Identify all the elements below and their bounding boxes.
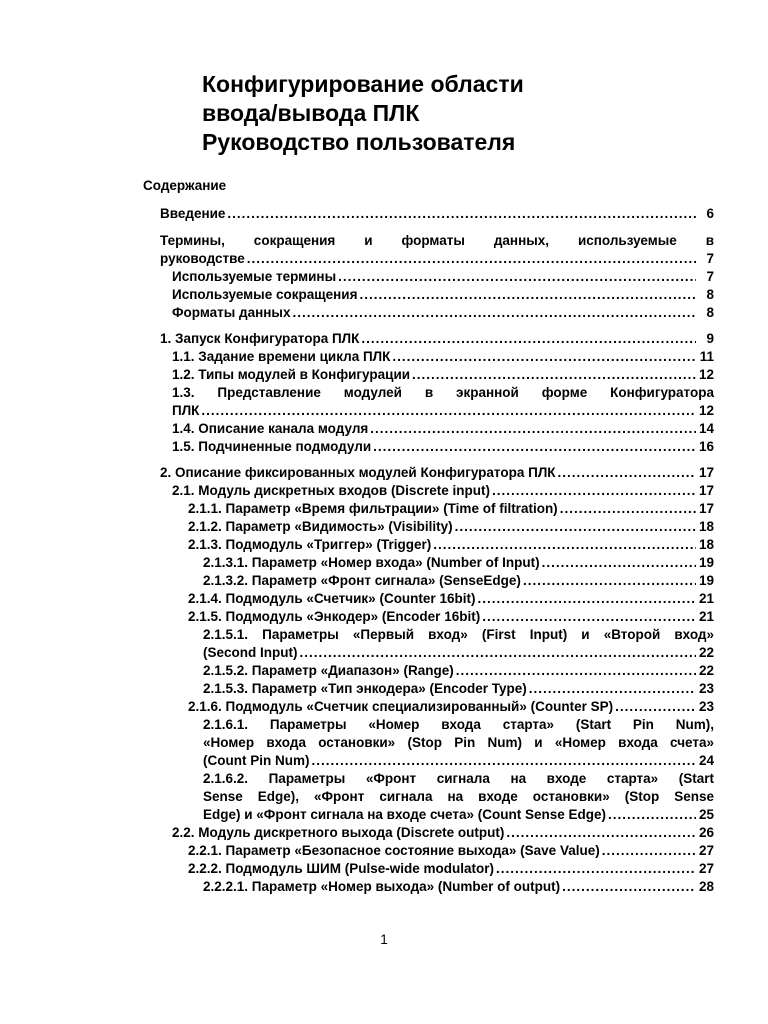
- toc-page-number: 8: [706, 305, 714, 320]
- toc-entry[interactable]: [203, 878, 714, 896]
- toc-entry-title: 2.1.2. Параметр «Видимость» (Visibility): [188, 519, 453, 534]
- toc-page-number: 16: [698, 439, 714, 454]
- toc-dot-leader: [562, 878, 696, 896]
- toc-entry[interactable]: [188, 518, 714, 536]
- toc-page-number: 9: [706, 331, 714, 346]
- toc-entry-title: 1.5. Подчиненные подмодули: [172, 439, 372, 454]
- toc-dot-leader: [370, 420, 696, 438]
- toc-entry-title: 2. Описание фиксированных модулей Конфигуратора ПЛК: [160, 465, 556, 480]
- toc-entry[interactable]: [203, 554, 714, 572]
- toc-dot-leader: [292, 304, 696, 322]
- title-line-1: Конфигурирование области: [202, 71, 524, 97]
- page-number: 1: [380, 932, 388, 947]
- toc-page-number: 7: [706, 251, 714, 266]
- toc-dot-leader: [359, 286, 696, 304]
- toc-entry-title: Введение: [160, 206, 226, 221]
- toc-dot-leader: [496, 860, 696, 878]
- toc-page-number: 11: [699, 349, 714, 364]
- toc-entry-title: 2.1.1. Параметр «Время фильтрации» (Time of filtration): [188, 501, 558, 516]
- toc-entry[interactable]: [172, 824, 714, 842]
- toc-entry[interactable]: [188, 608, 714, 626]
- toc-page-number: 19: [698, 555, 714, 570]
- toc-page-number: 21: [698, 609, 714, 624]
- toc-entry[interactable]: [203, 572, 714, 590]
- toc-entry-title: 2.2.2.1. Параметр «Номер выхода» (Number of output): [203, 879, 561, 894]
- toc-page-number: 18: [698, 537, 714, 552]
- toc-entry[interactable]: [160, 205, 714, 223]
- toc-entry-title: 1.2. Типы модулей в Конфигурации: [172, 367, 411, 382]
- toc-entry[interactable]: [172, 304, 714, 322]
- toc-dot-leader: [338, 268, 696, 286]
- toc-entry-title: 2.1.5.2. Параметр «Диапазон» (Range): [203, 663, 454, 678]
- toc-entry-title: ПЛК: [172, 403, 200, 418]
- toc-entry-title: Термины, сокращения и форматы данных, используемые в: [160, 233, 714, 248]
- toc-page-number: 26: [698, 825, 714, 840]
- toc-entry[interactable]: [203, 626, 714, 662]
- toc-entry[interactable]: [188, 500, 714, 518]
- toc-dot-leader: [227, 205, 696, 223]
- toc-page-number: 6: [706, 206, 714, 221]
- toc-entry[interactable]: [172, 268, 714, 286]
- toc-page-number: 23: [698, 699, 714, 714]
- toc-page-number: 27: [698, 843, 714, 858]
- toc-dot-leader: [412, 366, 696, 384]
- toc-entry-title: 2.1.5.3. Параметр «Тип энкодера» (Encoder Type): [203, 681, 527, 696]
- toc-entry[interactable]: [172, 366, 714, 384]
- toc-page-number: 23: [698, 681, 714, 696]
- toc-entry[interactable]: [203, 770, 714, 824]
- toc-dot-leader: [602, 842, 696, 860]
- toc-dot-leader: [456, 662, 696, 680]
- toc-page-number: 21: [698, 591, 714, 606]
- toc-entry-title: 2.1.3.1. Параметр «Номер входа» (Number of Input): [203, 555, 540, 570]
- toc-entry-title: 2.1.4. Подмодуль «Счетчик» (Counter 16bit): [188, 591, 476, 606]
- toc-page-number: 14: [698, 421, 714, 436]
- toc-dot-leader: [311, 752, 696, 770]
- toc-entry-title: Используемые термины: [172, 269, 337, 284]
- toc-entry-title: 1.4. Описание канала модуля: [172, 421, 369, 436]
- toc-page-number: 22: [698, 645, 714, 660]
- toc-entry[interactable]: [203, 716, 714, 770]
- toc-entry-title: (Second Input): [203, 645, 298, 660]
- toc-entry-title: 2.1.6.2. Параметры «Фронт сигнала на входе старта» (Start: [203, 771, 714, 786]
- toc-entry-title: 2.1.5.1. Параметры «Первый вход» (First Input) и «Второй вход»: [203, 627, 714, 642]
- toc-entry-title: 2.2.2. Подмодуль ШИМ (Pulse-wide modulator): [188, 861, 494, 876]
- toc-entry[interactable]: [188, 590, 714, 608]
- contents-heading: Содержание: [143, 178, 227, 193]
- toc-entry-title: 2.2.1. Параметр «Безопасное состояние выхода» (Save Value): [188, 843, 600, 858]
- toc-dot-leader: [477, 590, 696, 608]
- toc-entry[interactable]: [160, 464, 714, 482]
- toc-entry-title: «Номер входа остановки» (Stop Pin Num) и «Номер входа счета»: [203, 735, 714, 750]
- toc-entry[interactable]: [172, 420, 714, 438]
- toc-dot-leader: [300, 644, 697, 662]
- toc-entry[interactable]: [172, 482, 714, 500]
- title-line-2: ввода/вывода ПЛК: [202, 100, 420, 126]
- toc-page-number: 22: [698, 663, 714, 678]
- toc-dot-leader: [455, 518, 696, 536]
- toc-dot-leader: [506, 824, 696, 842]
- toc-entry[interactable]: [203, 680, 714, 698]
- toc-entry-title: 1.3. Представление модулей в экранной форме Конфигуратора: [172, 385, 714, 400]
- toc-dot-leader: [201, 402, 696, 420]
- toc-entry-title: 2.1.3.2. Параметр «Фронт сигнала» (SenseEdge): [203, 573, 521, 588]
- toc-dot-leader: [361, 330, 696, 348]
- toc-dot-leader: [373, 438, 696, 456]
- toc-entry-title: Форматы данных: [172, 305, 291, 320]
- toc-dot-leader: [392, 348, 696, 366]
- toc-entry-title: Edge) и «Фронт сигнала на входе счета» (Count Sense Edge): [203, 807, 607, 822]
- toc-page-number: 8: [706, 287, 714, 302]
- toc-page-number: 19: [698, 573, 714, 588]
- toc-page-number: 7: [706, 269, 714, 284]
- toc-dot-leader: [529, 680, 696, 698]
- toc-entry[interactable]: [172, 384, 714, 420]
- toc-entry[interactable]: [172, 348, 714, 366]
- toc-entry[interactable]: [160, 330, 714, 348]
- toc-entry-title: Используемые сокращения: [172, 287, 358, 302]
- toc-page-number: 12: [698, 403, 714, 418]
- toc-entry-title: 2.2. Модуль дискретного выхода (Discrete output): [172, 825, 505, 840]
- toc-page-number: 24: [698, 753, 714, 768]
- toc-entry-title: 2.1.6.1. Параметры «Номер входа старта» (Start Pin Num),: [203, 717, 714, 732]
- toc-entry-title: 2.1. Модуль дискретных входов (Discrete input): [172, 483, 490, 498]
- toc-dot-leader: [433, 536, 696, 554]
- toc-page-number: 18: [698, 519, 714, 534]
- toc-entry-title: 1. Запуск Конфигуратора ПЛК: [160, 331, 360, 346]
- toc-entry[interactable]: [172, 438, 714, 456]
- toc-entry[interactable]: [188, 698, 714, 716]
- toc-dot-leader: [482, 608, 696, 626]
- toc-page-number: 17: [698, 501, 714, 516]
- toc-entry-title: 1.1. Задание времени цикла ПЛК: [172, 349, 391, 364]
- toc-dot-leader: [560, 500, 696, 518]
- toc-page-number: 12: [698, 367, 714, 382]
- toc-dot-leader: [247, 250, 696, 268]
- toc-entry-title: руководстве: [160, 251, 245, 266]
- toc-entry[interactable]: [188, 536, 714, 554]
- toc-dot-leader: [558, 464, 696, 482]
- toc-entry[interactable]: [188, 860, 714, 878]
- toc-entry-title: 2.1.3. Подмодуль «Триггер» (Trigger): [188, 537, 432, 552]
- toc-entry-title: Sense Edge), «Фронт сигнала на входе остановки» (Stop Sense: [203, 789, 714, 804]
- toc-dot-leader: [615, 698, 696, 716]
- toc-dot-leader: [608, 806, 696, 824]
- toc-dot-leader: [523, 572, 696, 590]
- toc-entry-title: (Count Pin Num): [203, 753, 310, 768]
- toc-entry-title: 2.1.6. Подмодуль «Счетчик специализированный» (Counter SP): [188, 699, 614, 714]
- title-line-3: Руководство пользователя: [202, 129, 516, 155]
- toc-page-number: 25: [698, 807, 714, 822]
- toc-entry[interactable]: [203, 662, 714, 680]
- toc-dot-leader: [542, 554, 696, 572]
- toc-page-number: 17: [698, 465, 714, 480]
- toc-page-number: 28: [698, 879, 714, 894]
- toc-entry-title: 2.1.5. Подмодуль «Энкодер» (Encoder 16bit): [188, 609, 481, 624]
- toc-entry[interactable]: [188, 842, 714, 860]
- toc-page-number: 27: [698, 861, 714, 876]
- toc-entry[interactable]: [160, 232, 714, 268]
- toc-entry[interactable]: [172, 286, 714, 304]
- document-title: [202, 70, 524, 157]
- toc-dot-leader: [492, 482, 696, 500]
- toc-page-number: 17: [698, 483, 714, 498]
